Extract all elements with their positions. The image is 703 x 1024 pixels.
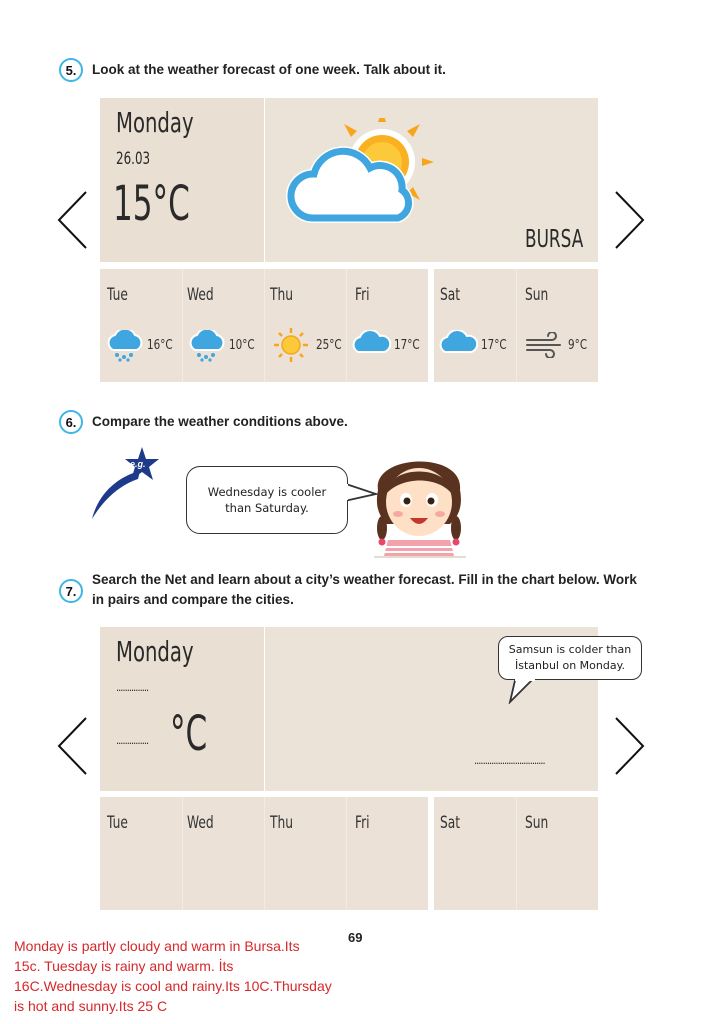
answer-line-2: 15c. Tuesday is rainy and warm. İts (14, 958, 234, 974)
wind-icon (524, 332, 566, 358)
answer-line-1: Monday is partly cloudy and warm in Bursa.Its (14, 938, 300, 954)
speech-bubble-q7 (498, 636, 642, 680)
previous-arrow-icon[interactable] (56, 190, 90, 250)
example-label: e.g. (130, 459, 146, 469)
divider (182, 797, 183, 910)
forecast-temp: 15°C (113, 176, 190, 232)
chart-date-blank: ............... (116, 681, 149, 694)
week-day-sun: Sun (525, 285, 549, 305)
divider (346, 269, 347, 382)
forecast-city: BURSA (525, 224, 584, 253)
question-7-text-line2: in pairs and compare the cities. (92, 592, 294, 607)
previous-arrow-icon[interactable] (56, 716, 90, 776)
divider (516, 269, 517, 382)
chart-day: Monday (116, 635, 194, 668)
chart-temp-unit: °C (170, 706, 208, 762)
chart-day-sat: Sat (440, 813, 461, 833)
divider (264, 797, 265, 910)
sun-icon (272, 326, 310, 364)
cloud-icon (351, 330, 391, 356)
answer-line-3: 16C.Wednesday is cool and rainy.Its 10C.Thursday (14, 978, 332, 994)
forecast-day: Monday (116, 106, 194, 139)
bubble-tail-cover (515, 677, 535, 681)
week-temp-fri: 17°C (394, 338, 420, 353)
question-7-text-line1: Search the Net and learn about a city’s weather forecast. Fill in the chart below. Work (92, 572, 637, 587)
question-6-text: Compare the weather conditions above. (92, 414, 348, 429)
question-number-5: 5. (59, 58, 83, 82)
chart-day-tue: Tue (107, 813, 128, 833)
divider (516, 797, 517, 910)
week-day-wed: Wed (187, 285, 214, 305)
rain-icon (105, 330, 145, 362)
chart-temp-blank: ............... (116, 734, 149, 747)
girl-illustration (368, 440, 470, 558)
week-temp-wed: 10°C (229, 338, 255, 353)
question-number-7: 7. (59, 579, 83, 603)
divider (264, 269, 265, 382)
week-day-thu: Thu (270, 285, 293, 305)
next-arrow-icon[interactable] (612, 190, 646, 250)
speech-bubble-q6 (186, 466, 348, 534)
divider (346, 797, 347, 910)
bubble-text-line: Wednesday is cooler (207, 485, 327, 499)
forecast-date: 26.03 (116, 149, 151, 169)
chart-city-blank: ................................. (474, 754, 545, 767)
week-temp-sat: 17°C (481, 338, 507, 353)
week-temp-tue: 16°C (147, 338, 173, 353)
cloud-icon (438, 330, 478, 356)
week-temp-thu: 25°C (316, 338, 342, 353)
chart-day-fri: Fri (355, 813, 370, 833)
bubble-text-line: than Saturday. (225, 501, 309, 515)
chart-day-thu: Thu (270, 813, 293, 833)
partly-cloudy-icon (284, 118, 434, 236)
illustration-shadow (374, 556, 466, 558)
question-5-text: Look at the weather forecast of one week. Talk about it. (92, 62, 446, 77)
week-day-sat: Sat (440, 285, 461, 305)
answer-line-4: is hot and sunny.Its 25 C (14, 998, 168, 1014)
week-day-fri: Fri (355, 285, 370, 305)
bubble-tail-cover (344, 484, 348, 500)
bubble-text-line: Samsun is colder than (508, 643, 632, 656)
page-number: 69 (348, 930, 363, 945)
divider (182, 269, 183, 382)
chart-day-sun: Sun (525, 813, 549, 833)
bubble-text-line: İstanbul on Monday. (514, 659, 626, 672)
week-temp-sun: 9°C (568, 338, 588, 353)
rain-icon (187, 330, 227, 362)
question-number-6: 6. (59, 410, 83, 434)
chart-day-wed: Wed (187, 813, 214, 833)
example-star-icon (88, 445, 162, 521)
week-day-tue: Tue (107, 285, 128, 305)
next-arrow-icon[interactable] (612, 716, 646, 776)
